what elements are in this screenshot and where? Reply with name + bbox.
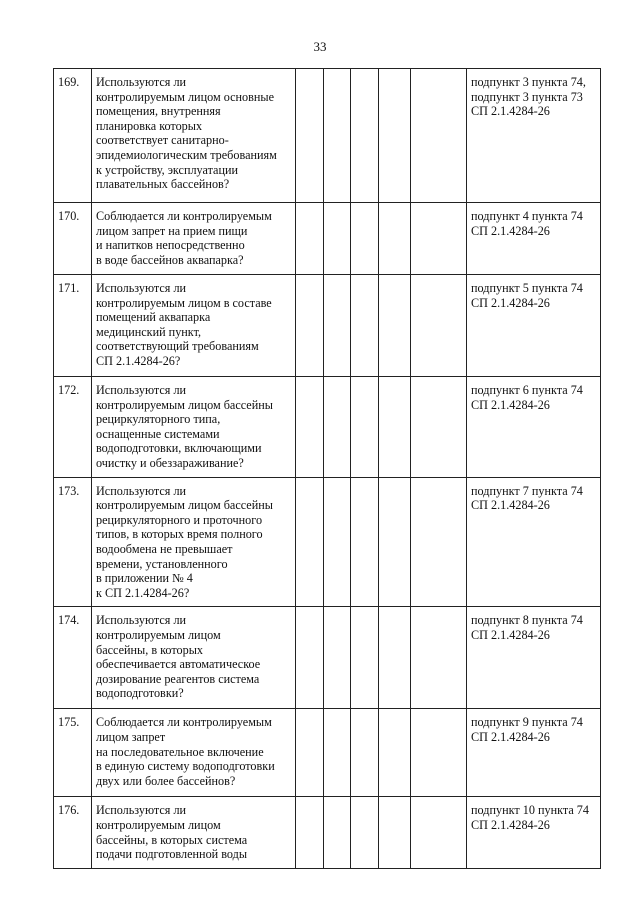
row-number: 175. [54,709,92,797]
answer-na-cell[interactable] [351,607,379,709]
row-number: 170. [54,203,92,275]
legal-reference: подпункт 10 пункта 74 СП 2.1.4284-26 [467,797,601,868]
legal-reference: подпункт 9 пункта 74 СП 2.1.4284-26 [467,709,601,797]
row-number: 174. [54,607,92,709]
row-number: 176. [54,797,92,868]
answer-extra-cell[interactable] [379,477,411,607]
note-cell[interactable] [411,709,467,797]
requirement-question: Используются ли контролируемым лицом бассейны рециркуляторного и проточного типов, в которых время полного водообмена не превышает времени, установленного в приложении № 4 к СП 2.1.4284-26? [92,477,296,607]
legal-reference: подпункт 5 пункта 74 СП 2.1.4284-26 [467,275,601,377]
row-number: 169. [54,69,92,203]
requirement-question: Используются ли контролируемым лицом в составе помещений аквапарка медицинский пункт, соответствующий требованиям СП 2.1.4284-26? [92,275,296,377]
answer-no-cell[interactable] [324,377,351,478]
table-row [54,69,601,203]
note-cell[interactable] [411,275,467,377]
table-row [54,203,601,275]
note-cell[interactable] [411,377,467,478]
answer-yes-cell[interactable] [296,477,324,607]
answer-extra-cell[interactable] [379,709,411,797]
answer-yes-cell[interactable] [296,203,324,275]
table-row [54,275,601,377]
legal-reference: подпункт 7 пункта 74 СП 2.1.4284-26 [467,477,601,607]
row-number: 173. [54,477,92,607]
answer-yes-cell[interactable] [296,709,324,797]
answer-na-cell[interactable] [351,275,379,377]
answer-extra-cell[interactable] [379,607,411,709]
answer-no-cell[interactable] [324,477,351,607]
answer-extra-cell[interactable] [379,275,411,377]
table-row [54,797,601,868]
answer-na-cell[interactable] [351,377,379,478]
requirement-question: Используются ли контролируемым лицом бассейны, в которых обеспечивается автоматическое дозирование реагентов система водоподготовки? [92,607,296,709]
legal-reference: подпункт 3 пункта 74, подпункт 3 пункта 73 СП 2.1.4284-26 [467,69,601,203]
table-row [54,709,601,797]
legal-reference: подпункт 4 пункта 74 СП 2.1.4284-26 [467,203,601,275]
answer-yes-cell[interactable] [296,607,324,709]
answer-no-cell[interactable] [324,275,351,377]
answer-na-cell[interactable] [351,69,379,203]
requirement-question: Используются ли контролируемым лицом основные помещения, внутренняя планировка которых соответствует санитарно- эпидемиологическим требованиям к устройству, эксплуатации плавательных бассейнов? [92,69,296,203]
answer-na-cell[interactable] [351,797,379,868]
answer-extra-cell[interactable] [379,203,411,275]
row-number: 171. [54,275,92,377]
answer-na-cell[interactable] [351,709,379,797]
note-cell[interactable] [411,607,467,709]
answer-extra-cell[interactable] [379,377,411,478]
checklist-table [53,68,601,869]
answer-extra-cell[interactable] [379,797,411,868]
row-number: 172. [54,377,92,478]
answer-yes-cell[interactable] [296,275,324,377]
requirement-question: Соблюдается ли контролируемым лицом запрет на последовательное включение в единую систему водоподготовки двух или более бассейнов? [92,709,296,797]
answer-yes-cell[interactable] [296,377,324,478]
requirement-question: Соблюдается ли контролируемым лицом запрет на прием пищи и напитков непосредственно в воде бассейнов аквапарка? [92,203,296,275]
page-number: 33 [313,39,327,54]
answer-no-cell[interactable] [324,709,351,797]
table-row [54,477,601,607]
answer-no-cell[interactable] [324,797,351,868]
note-cell[interactable] [411,477,467,607]
answer-no-cell[interactable] [324,607,351,709]
legal-reference: подпункт 8 пункта 74 СП 2.1.4284-26 [467,607,601,709]
note-cell[interactable] [411,69,467,203]
legal-reference: подпункт 6 пункта 74 СП 2.1.4284-26 [467,377,601,478]
answer-no-cell[interactable] [324,203,351,275]
note-cell[interactable] [411,203,467,275]
table-row [54,607,601,709]
answer-yes-cell[interactable] [296,797,324,868]
answer-na-cell[interactable] [351,477,379,607]
answer-yes-cell[interactable] [296,69,324,203]
note-cell[interactable] [411,797,467,868]
requirement-question: Используются ли контролируемым лицом бассейны рециркуляторного типа, оснащенные системами водоподготовки, включающими очистку и обеззараживание? [92,377,296,478]
requirement-question: Используются ли контролируемым лицом бассейны, в которых система подачи подготовленной воды [92,797,296,868]
answer-no-cell[interactable] [324,69,351,203]
answer-na-cell[interactable] [351,203,379,275]
answer-extra-cell[interactable] [379,69,411,203]
table-row [54,377,601,478]
